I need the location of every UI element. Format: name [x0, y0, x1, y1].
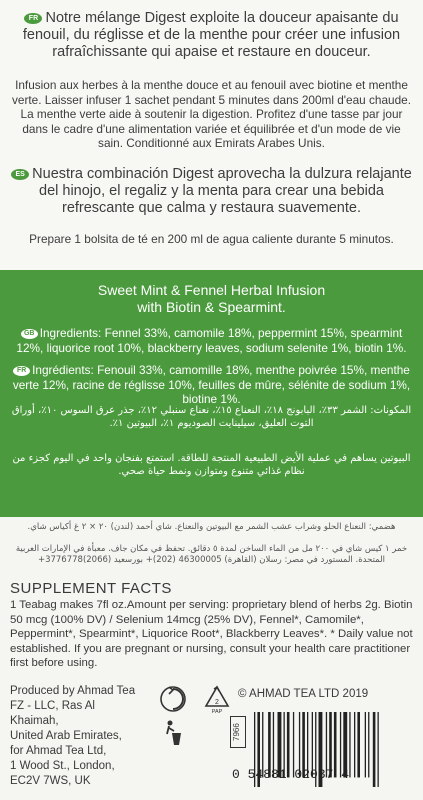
arabic-ingredients: المكونات: الشمر ٣٣٪، البابونج ١٨٪، النعناع ١٥٪، نعناع سنبلي ١٢٪، جذر عرق السوس ١٠٪، أوراق التوت العليق، سيلينايت الصوديوم ١٪، البيوتين ١٪.: [11, 405, 412, 429]
producer-address: [10, 684, 140, 789]
ingredients-gb-text: Ingredients: Fennel 33%, camomile 18%, peppermint 15%, spearmint 12%, liquorice root 10%, blackberry leaves, sodium selenite 1%, biotin 1%.: [16, 326, 407, 355]
green-dot-icon: [160, 686, 186, 712]
producer-line: FZ - LLC, Ras Al Khaimah,: [10, 700, 95, 727]
spanish-lead: [10, 166, 413, 217]
product-code: 7966: [230, 716, 246, 748]
producer-line: United Arab Emirates,: [10, 730, 122, 742]
producer-line: for Ahmad Tea Ltd,: [10, 745, 107, 757]
product-title: [0, 282, 423, 316]
ingredients-gb: [10, 326, 413, 355]
arabic-fine-print-1: هضمي: النعناع الحلو وشراب عشب الشمر مع البيوتين والنعناع. شاي أحمد (لندن) ٢٠ × ٢ غ أكياس شاي.: [27, 522, 396, 532]
producer-line: 1 Wood St., London,: [10, 760, 115, 772]
french-lead-text: Notre mélange Digest exploite la douceur apaisante du fenouil, du réglisse et de la menthe pour créer une infusion rafraîchissante qui apaise et restaure en douceur.: [22, 10, 401, 60]
ingredients-fr: [10, 363, 413, 407]
tidyman-bin-icon: [162, 720, 184, 746]
svg-text:2: 2: [215, 699, 219, 706]
recycle-label: PAP: [211, 709, 223, 714]
spanish-lead-text: Nuestra combinación Digest aprovecha la dulzura relajante del hinojo, el regaliz y la menta para crear una bebida refrescante que calma y restaura suavemente.: [32, 166, 412, 216]
ingredients-fr-text: Ingrédients: Fenouil 33%, camomille 18%, menthe poivrée 15%, menthe verte 12%, racine de réglisse 10%, feuilles de mûre, sélénite de sodium 1%, biotine 1%.: [12, 363, 411, 406]
supplement-text: 1 Teabag makes 7fl oz.Amount per serving: proprietary blend of herbs 2g. Biotin 50 mcg (100% DV) / Selenium 14mcg (25% DV), Fennel*, Camomile*, Peppermint*, Spearmint*, Liquorice Root*, Blackberry Leaves*. * Daily value not established. If you are pregnant or nursing, consult your health care practitioner first before using.: [10, 599, 413, 669]
supplement-heading: SUPPLEMENT FACTS: [10, 580, 172, 597]
es-badge: ES: [11, 169, 29, 180]
french-lead: [10, 10, 413, 61]
producer-line: Produced by Ahmad Tea: [10, 685, 136, 697]
product-title-line1: Sweet Mint & Fennel Herbal Infusion: [97, 282, 326, 298]
barcode-number: 0 54881 02037 4: [232, 767, 350, 782]
french-body: Infusion aux herbes à la menthe douce et au fenouil avec biotine et menthe verte. Laisser infuser 1 sachet pendant 5 minutes dans 200ml d'eau chaude. La menthe verte aide à soutenir la digestion. Profitez d'une tasse par jour dans le cadre d'une alimentation variée et équilibrée et d'un mode de vie sain. Conditionné aux Emirats Arabes Unis.: [11, 78, 411, 150]
fr-badge: FR: [24, 13, 42, 24]
copyright: © AHMAD TEA LTD 2019: [238, 688, 369, 700]
recycle-triangle-icon: [203, 684, 231, 714]
arabic-note: البيوتين يساهم في عملية الأيض الطبيعية المنتجة للطاقة. استمتع بفنجان واحد في اليوم كجزء من نظام غذائي متنوع ومتوازن ونمط حياة صحي.: [12, 453, 411, 477]
fr-ingredients-badge: FR: [13, 366, 30, 376]
gb-badge: GB: [21, 329, 38, 339]
product-title-line2: with Biotin & Spearmint.: [137, 299, 286, 315]
spanish-body: Prepare 1 bolsita de té en 200 ml de agua caliente durante 5 minutos.: [29, 232, 394, 246]
arabic-fine-print-2: خمر ١ كيس شاي في ٢٠٠ مل من الماء الساخن لمدة ٥ دقائق. تحفظ في مكان جاف. معبأة في الإمارات العربية المتحدة. المستورد في مصر: رسلان (القاهرة) 46300005 (202)+ بورسعيد (2066)3776778+: [15, 544, 408, 565]
producer-line: EC2V 7WS, UK: [10, 775, 91, 787]
